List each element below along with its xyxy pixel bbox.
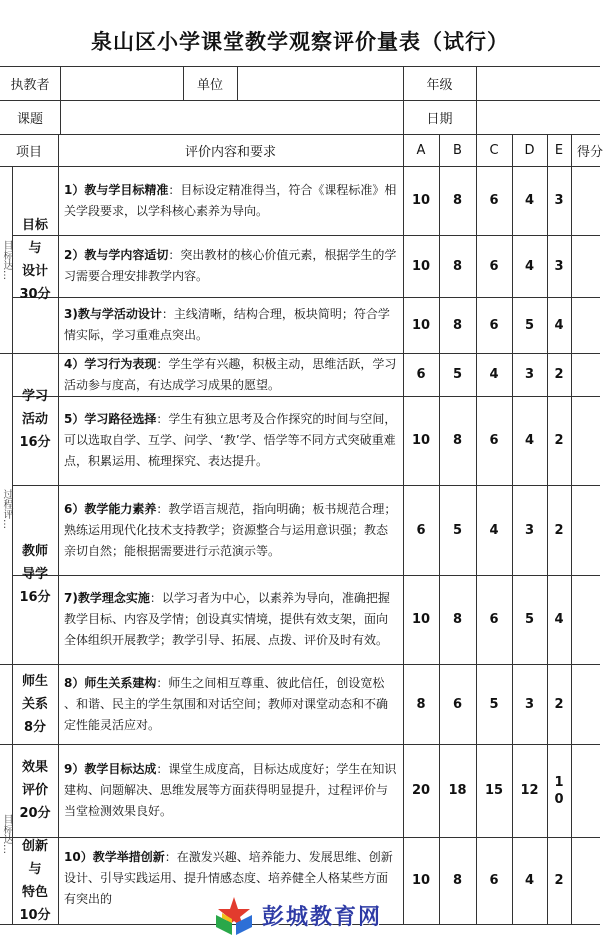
criteria-description: ：在激发兴趣、培养能力、发展思维、创新设计、引导实践运用、提升情感态度、培养健全人格某些方面有突出的 [64, 850, 393, 906]
category-line: 效果 [21, 760, 48, 775]
side-label: 目标达… [1, 814, 12, 854]
category-line: 创新 [21, 838, 48, 854]
category-line: 16分 [19, 434, 51, 450]
book-logo-icon [212, 893, 256, 937]
score-b: 18 [448, 783, 467, 798]
criteria-description: ：学生学有兴趣，积极主动，思维活跃，学习活动参与度高，有达成学习成果的愿望。 [64, 356, 397, 392]
section-border [0, 664, 12, 665]
category-cell [12, 744, 58, 837]
criteria-cell [58, 744, 403, 837]
score-c: 6 [489, 193, 499, 208]
score-a: 10 [411, 258, 431, 274]
date-label: 日期 [426, 111, 453, 127]
score-a: 8 [416, 696, 426, 712]
criteria-title: 8）师生关系建构 [64, 675, 157, 690]
criteria-text [64, 588, 399, 651]
score-input-cell[interactable] [571, 396, 600, 485]
criteria-text [64, 409, 399, 472]
column-header-b: B [453, 142, 462, 158]
criteria-cell [58, 353, 403, 396]
score-d: 12 [520, 783, 539, 798]
category-line: 特色 [21, 884, 48, 900]
score-c: 6 [489, 433, 499, 448]
score-input-cell[interactable] [571, 837, 600, 924]
score-b: 5 [452, 367, 463, 382]
section-border [0, 353, 12, 354]
score-a: 10 [411, 873, 431, 888]
criteria-cell [58, 297, 403, 353]
criteria-description: ：突出教材的核心价值元素，根据学生的学习需要合理安排教学内容。 [64, 248, 397, 283]
score-c: 6 [489, 258, 499, 274]
score-a: 6 [416, 522, 426, 538]
category-line: 20分 [19, 806, 51, 821]
category-line: 与 [28, 240, 42, 256]
category-cell [12, 353, 58, 485]
watermark [212, 890, 412, 940]
section-border [0, 744, 12, 745]
category-cell [12, 837, 58, 924]
criteria-text [64, 304, 399, 346]
column-header-score: 得分 [577, 144, 603, 160]
category-cell [12, 664, 58, 744]
score-d: 3 [524, 696, 535, 712]
score-digit: 1 [554, 774, 564, 790]
category-cell [12, 166, 58, 353]
score-input-cell[interactable] [571, 575, 600, 664]
score-d: 4 [524, 873, 535, 888]
column-header-c: C [489, 142, 499, 158]
score-e: 3 [554, 258, 564, 274]
score-e: 4 [554, 612, 564, 627]
score-e [547, 744, 571, 837]
unit-input[interactable] [237, 66, 403, 100]
category-line: 评价 [21, 783, 48, 798]
criteria-cell [58, 664, 403, 744]
score-input-cell[interactable] [571, 485, 600, 575]
category-cell [12, 485, 58, 664]
column-header-item: 项目 [15, 144, 42, 160]
column-header-d: D [524, 142, 535, 158]
criteria-cell [58, 166, 403, 235]
score-b: 8 [452, 612, 463, 627]
score-input-cell[interactable] [571, 166, 600, 235]
score-digit: 0 [554, 791, 564, 807]
score-e: 2 [554, 433, 564, 448]
score-b: 8 [452, 433, 463, 448]
category-line: 学习 [21, 388, 48, 404]
score-e: 2 [554, 522, 564, 538]
score-b: 6 [452, 696, 463, 712]
category-line: 活动 [21, 411, 48, 427]
column-header-content: 评价内容和要求 [184, 144, 276, 160]
score-c: 6 [489, 317, 499, 333]
category-line: 关系 [21, 696, 48, 712]
column-header-e: E [554, 142, 564, 158]
score-d: 5 [524, 317, 535, 333]
category-line: 8分 [23, 719, 47, 735]
criteria-title: 9）教学目标达成 [64, 762, 157, 776]
score-e: 3 [554, 193, 564, 208]
score-input-cell[interactable] [571, 664, 600, 744]
score-c: 4 [489, 367, 499, 382]
criteria-cell [58, 235, 403, 297]
category-line: 导学 [21, 567, 48, 582]
criteria-text [64, 180, 399, 222]
criteria-description: ：目标设定精准得当，符合《课程标准》相关学段要求，以学科核心素养为导向。 [64, 182, 397, 218]
score-e: 4 [554, 317, 564, 333]
grade-label: 年级 [426, 77, 453, 93]
criteria-description: ：课堂生成度高，目标达成度好；学生在知识建构、问题解决、思维发展等方面获得明显提升，过程评价与当堂检测效果良好。 [64, 762, 397, 818]
criteria-description: ：学生有独立思考及合作探究的时间与空间，可以选取自学、互学、问学、‘教’学、悟学等不同方式突破重难点，积累运用、梳理探究、表达提升。 [64, 412, 397, 468]
side-label: 过程评… [1, 488, 12, 529]
score-d: 4 [524, 193, 535, 208]
criteria-description: ：教学语言规范，指向明确；板书规范合理；熟练运用现代化技术支持教学；资源整合与运用意识强；教态亲切自然；能根据需要进行示范演示等。 [64, 501, 397, 558]
category-line: 设计 [21, 263, 48, 279]
score-a: 10 [411, 193, 431, 208]
score-e: 2 [554, 696, 564, 712]
category-line: 教师 [21, 544, 48, 559]
score-c: 15 [484, 783, 504, 798]
score-b: 8 [452, 317, 463, 333]
score-input-cell[interactable] [571, 235, 600, 297]
category-line: 10分 [19, 907, 51, 923]
column-header-a: A [416, 142, 426, 158]
criteria-title: 1）教与学目标精准 [64, 182, 169, 197]
score-e: 2 [554, 873, 564, 888]
score-input-cell[interactable] [571, 744, 600, 837]
page-title: 泉山区小学课堂教学观察评价量表（试行） [91, 30, 509, 54]
score-input-cell[interactable] [571, 353, 600, 396]
criteria-title: 5）学习路径选择 [64, 412, 157, 426]
score-d: 5 [524, 612, 535, 627]
score-b: 8 [452, 873, 463, 888]
teacher-label: 执教者 [10, 77, 50, 93]
criteria-description: ：主线清晰，结构合理，板块简明；符合学情实际，学习重难点突出。 [64, 307, 390, 342]
category-line: 师生 [21, 673, 48, 689]
score-c: 4 [489, 522, 499, 538]
criteria-cell [58, 485, 403, 575]
date-input[interactable] [476, 100, 600, 134]
criteria-cell [58, 396, 403, 485]
score-a: 10 [411, 612, 431, 627]
score-c: 5 [489, 696, 499, 712]
criteria-title: 2）教与学内容适切 [64, 248, 169, 262]
score-b: 8 [452, 193, 463, 208]
criteria-text [64, 245, 399, 287]
score-a: 10 [411, 317, 431, 333]
criteria-title: 10）教学举措创新 [64, 850, 165, 864]
grade-input[interactable] [476, 66, 600, 100]
criteria-title: 6）教学能力素养 [64, 501, 157, 516]
score-d: 3 [524, 522, 535, 538]
score-a: 6 [416, 367, 426, 382]
score-input-cell[interactable] [571, 297, 600, 353]
criteria-text [64, 759, 399, 822]
topic-input[interactable] [60, 100, 403, 134]
watermark-text: 彭城教育网 [262, 904, 383, 930]
criteria-title: 7)教学理念实施 [64, 591, 150, 605]
category-line: 与 [28, 861, 42, 877]
topic-label: 课题 [16, 111, 43, 127]
side-label: 目标达… [1, 239, 12, 280]
unit-label: 单位 [196, 77, 223, 93]
score-a: 10 [411, 433, 431, 448]
criteria-title: 3)教与学活动设计 [64, 307, 162, 321]
criteria-description: ：以学习者为中心，以素养为导向，准确把握教学目标、内容及学情；创设真实情境，提供有效支架，面向全体组织开展教学；教学引导、拓展、点拨、评价及时有效。 [64, 591, 390, 647]
score-e: 2 [554, 367, 564, 382]
criteria-text [64, 499, 399, 562]
score-a: 20 [411, 783, 431, 798]
teacher-input[interactable] [60, 66, 183, 100]
score-d: 4 [524, 258, 535, 274]
category-line: 30分 [19, 286, 51, 302]
criteria-cell [58, 575, 403, 664]
category-line: 16分 [19, 590, 51, 605]
category-line: 目标 [21, 217, 48, 233]
score-b: 8 [452, 258, 463, 274]
score-d: 4 [524, 433, 535, 448]
score-c: 6 [489, 612, 499, 627]
score-b: 5 [452, 522, 463, 538]
score-d: 3 [524, 367, 535, 382]
criteria-title: 4）学习行为表现 [64, 356, 157, 371]
criteria-text [64, 673, 399, 736]
criteria-description: ：师生之间相互尊重、彼此信任，创设宽松 、和谐、民主的学生氛围和对话空间；教师对课堂动态和不确定性能灵活应对。 [64, 675, 389, 732]
criteria-text [64, 354, 399, 396]
score-c: 6 [489, 873, 499, 888]
